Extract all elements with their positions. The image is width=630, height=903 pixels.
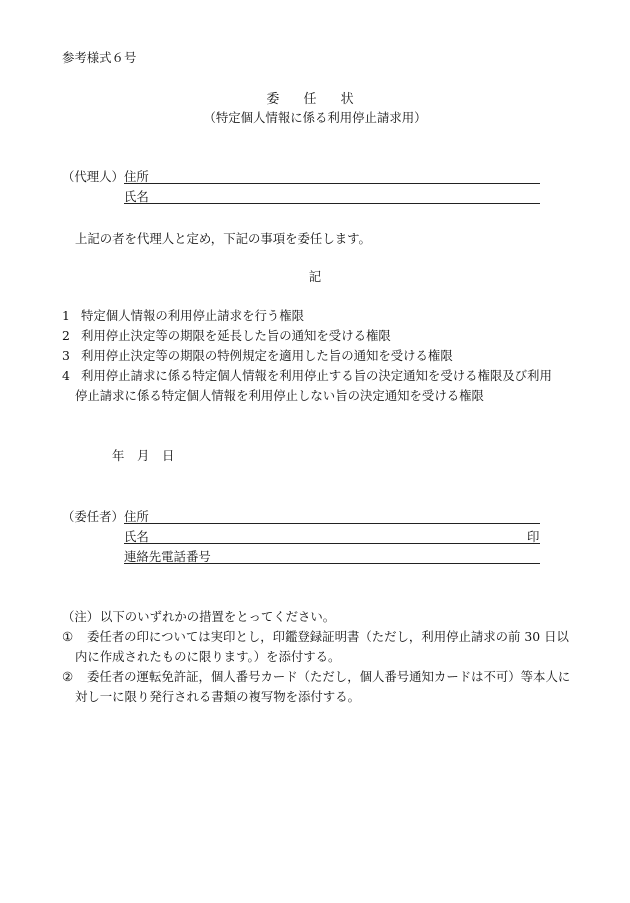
agent-role-label: （代理人）	[62, 169, 124, 184]
notes-heading: （注）	[62, 609, 100, 624]
item-2-text: 利用停止決定等の期限を延長した旨の通知を受ける権限	[81, 328, 391, 343]
agent-name-line[interactable]	[124, 203, 540, 204]
note-1-mark: ①	[62, 629, 74, 644]
item-1-number: 1	[62, 308, 70, 323]
note-1-line-1: 委任者の印については実印とし，印鑑登録証明書（ただし，利用停止請求の前 30 日以	[87, 629, 569, 644]
document-subtitle: （特定個人情報に係る利用停止請求用）	[203, 110, 427, 125]
item-2-number: 2	[62, 328, 70, 343]
agent-name-label: 氏名	[124, 189, 149, 204]
item-4-text-continued: 停止請求に係る特定個人情報を利用停止しない旨の決定通知を受ける権限	[75, 388, 484, 403]
item-3-text: 利用停止決定等の期限の特例規定を適用した旨の通知を受ける権限	[81, 348, 453, 363]
note-2-line-2: 対し一に限り発行される書類の複写物を添付する。	[75, 689, 360, 704]
ki-heading: 記	[308, 269, 322, 284]
principal-name-line[interactable]	[124, 543, 540, 544]
item-4-text: 利用停止請求に係る特定個人情報を利用停止する旨の決定通知を受ける権限及び利用	[81, 368, 552, 383]
principal-address-label: 住所	[124, 509, 149, 524]
date-year: 年	[112, 448, 125, 463]
agent-address-label: 住所	[124, 169, 149, 184]
principal-name-label: 氏名	[124, 529, 149, 544]
date-day: 日	[162, 448, 175, 463]
principal-phone-label: 連絡先電話番号	[124, 549, 211, 564]
notes-intro: 以下のいずれかの措置をとってください。	[100, 609, 336, 624]
note-2-mark: ②	[62, 669, 74, 684]
item-4-number: 4	[62, 368, 70, 383]
principal-role-label: （委任者）	[62, 509, 124, 524]
delegation-statement: 上記の者を代理人と定め，下記の事項を委任します。	[75, 231, 371, 246]
note-2-line-1: 委任者の運転免許証，個人番号カード（ただし，個人番号通知カードは不可）等本人に	[87, 669, 571, 684]
principal-address-line[interactable]	[124, 523, 540, 524]
note-1-line-2: 内に作成されたものに限ります。）を添付する。	[75, 649, 341, 664]
agent-address-line[interactable]	[124, 183, 540, 184]
item-3-number: 3	[62, 348, 70, 363]
item-1-text: 特定個人情報の利用停止請求を行う権限	[81, 308, 305, 323]
form-number: 参考様式６号	[62, 50, 137, 65]
principal-seal-label: 印	[527, 529, 540, 544]
document-title: 委 任 状	[266, 92, 364, 107]
date-month: 月	[137, 448, 150, 463]
principal-phone-line[interactable]	[124, 563, 540, 564]
